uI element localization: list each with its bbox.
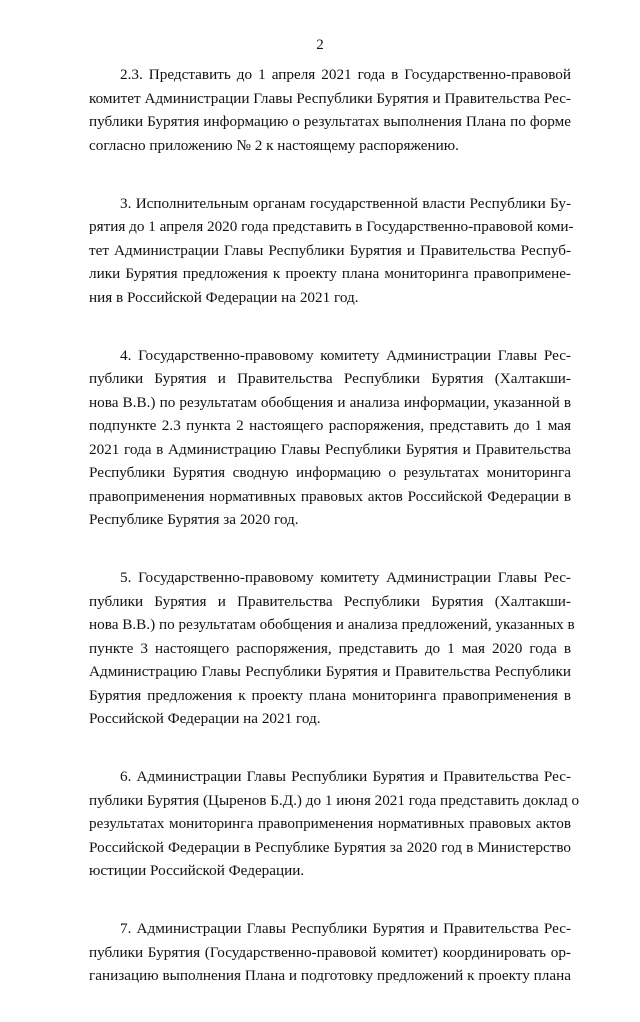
- text-line: 7. Администрации Главы Республики Бурятия и Правительства Рес-: [120, 920, 571, 937]
- text-line: результатах мониторинга правоприменения нормативных правовых актов: [89, 815, 571, 832]
- text-line: нова В.В.) по результатам обобщения и анализа предложений, указанных в: [89, 616, 575, 633]
- text-line: Республики Бурятия сводную информацию о результатах мониторинга: [89, 464, 571, 481]
- text-line: пункте 3 настоящего распоряжения, представить до 1 мая 2020 года в: [89, 639, 571, 657]
- text-line: рятия до 1 апреля 2020 года представить в Государственно-правовой коми-: [89, 218, 574, 235]
- paragraph-6: [89, 765, 580, 883]
- paragraph-3: [89, 192, 574, 310]
- text-line: 3. Исполнительным органам государственной власти Республики Бу-: [120, 194, 571, 212]
- text-line: публики Бурятия и Правительства Республики Бурятия (Халтакши-: [89, 592, 571, 610]
- text-line: Республике Бурятия за 2020 год.: [89, 511, 299, 528]
- text-line: Бурятия предложения к проекту плана мониторинга правоприменения в: [89, 686, 571, 704]
- text-line: Российской Федерации в Республике Бурятия за 2020 год в Министерство: [89, 838, 571, 856]
- text-line: Администрацию Главы Республики Бурятия и Правительства Республики: [89, 663, 571, 680]
- paragraph-7: [89, 917, 571, 988]
- text-line: комитет Администрации Главы Республики Бурятия и Правительства Рес-: [89, 89, 571, 107]
- text-line: подпункте 2.3 пункта 2 настоящего распоряжения, представить до 1 мая: [89, 417, 571, 434]
- text-line: 2021 года в Администрацию Главы Республики Бурятия и Правительства: [89, 440, 571, 458]
- text-line: нова В.В.) по результатам обобщения и анализа информации, указанной в: [89, 393, 571, 411]
- text-line: 6. Администрации Главы Республики Бурятия и Правительства Рес-: [120, 768, 571, 785]
- document-body: [89, 63, 580, 1022]
- text-line: 4. Государственно-правовому комитету Администрации Главы Рес-: [120, 346, 571, 364]
- page-number: 2: [316, 37, 324, 53]
- text-line: публики Бурятия информацию о результатах выполнения Плана по форме: [89, 113, 571, 130]
- text-line: 5. Государственно-правовому комитету Администрации Главы Рес-: [120, 569, 571, 586]
- text-line: согласно приложению № 2 к настоящему распоряжению.: [89, 136, 459, 154]
- text-line: публики Бурятия (Государственно-правовой комитет) координировать ор-: [89, 943, 571, 961]
- text-line: ганизацию выполнения Плана и подготовку предложений к проекту плана: [89, 967, 571, 984]
- text-line: публики Бурятия и Правительства Республики Бурятия (Халтакши-: [89, 370, 571, 387]
- text-line: лики Бурятия предложения к проекту плана мониторинга правопримене-: [89, 265, 571, 282]
- text-line: тет Администрации Главы Республики Бурятия и Правительства Респуб-: [89, 241, 571, 259]
- text-line: правоприменения нормативных правовых актов Российской Федерации в: [89, 487, 571, 505]
- text-line: ния в Российской Федерации на 2021 год.: [89, 288, 359, 306]
- paragraph-5: [89, 566, 575, 731]
- text-line: юстиции Российской Федерации.: [89, 862, 305, 879]
- paragraph-4: [89, 344, 571, 532]
- text-line: Российской Федерации на 2021 год.: [89, 710, 321, 727]
- paragraph-2-3: [89, 63, 571, 157]
- text-line: публики Бурятия (Цыренов Б.Д.) до 1 июня 2021 года представить доклад о: [89, 791, 580, 809]
- text-line: 2.3. Представить до 1 апреля 2021 года в Государственно-правовой: [120, 66, 571, 83]
